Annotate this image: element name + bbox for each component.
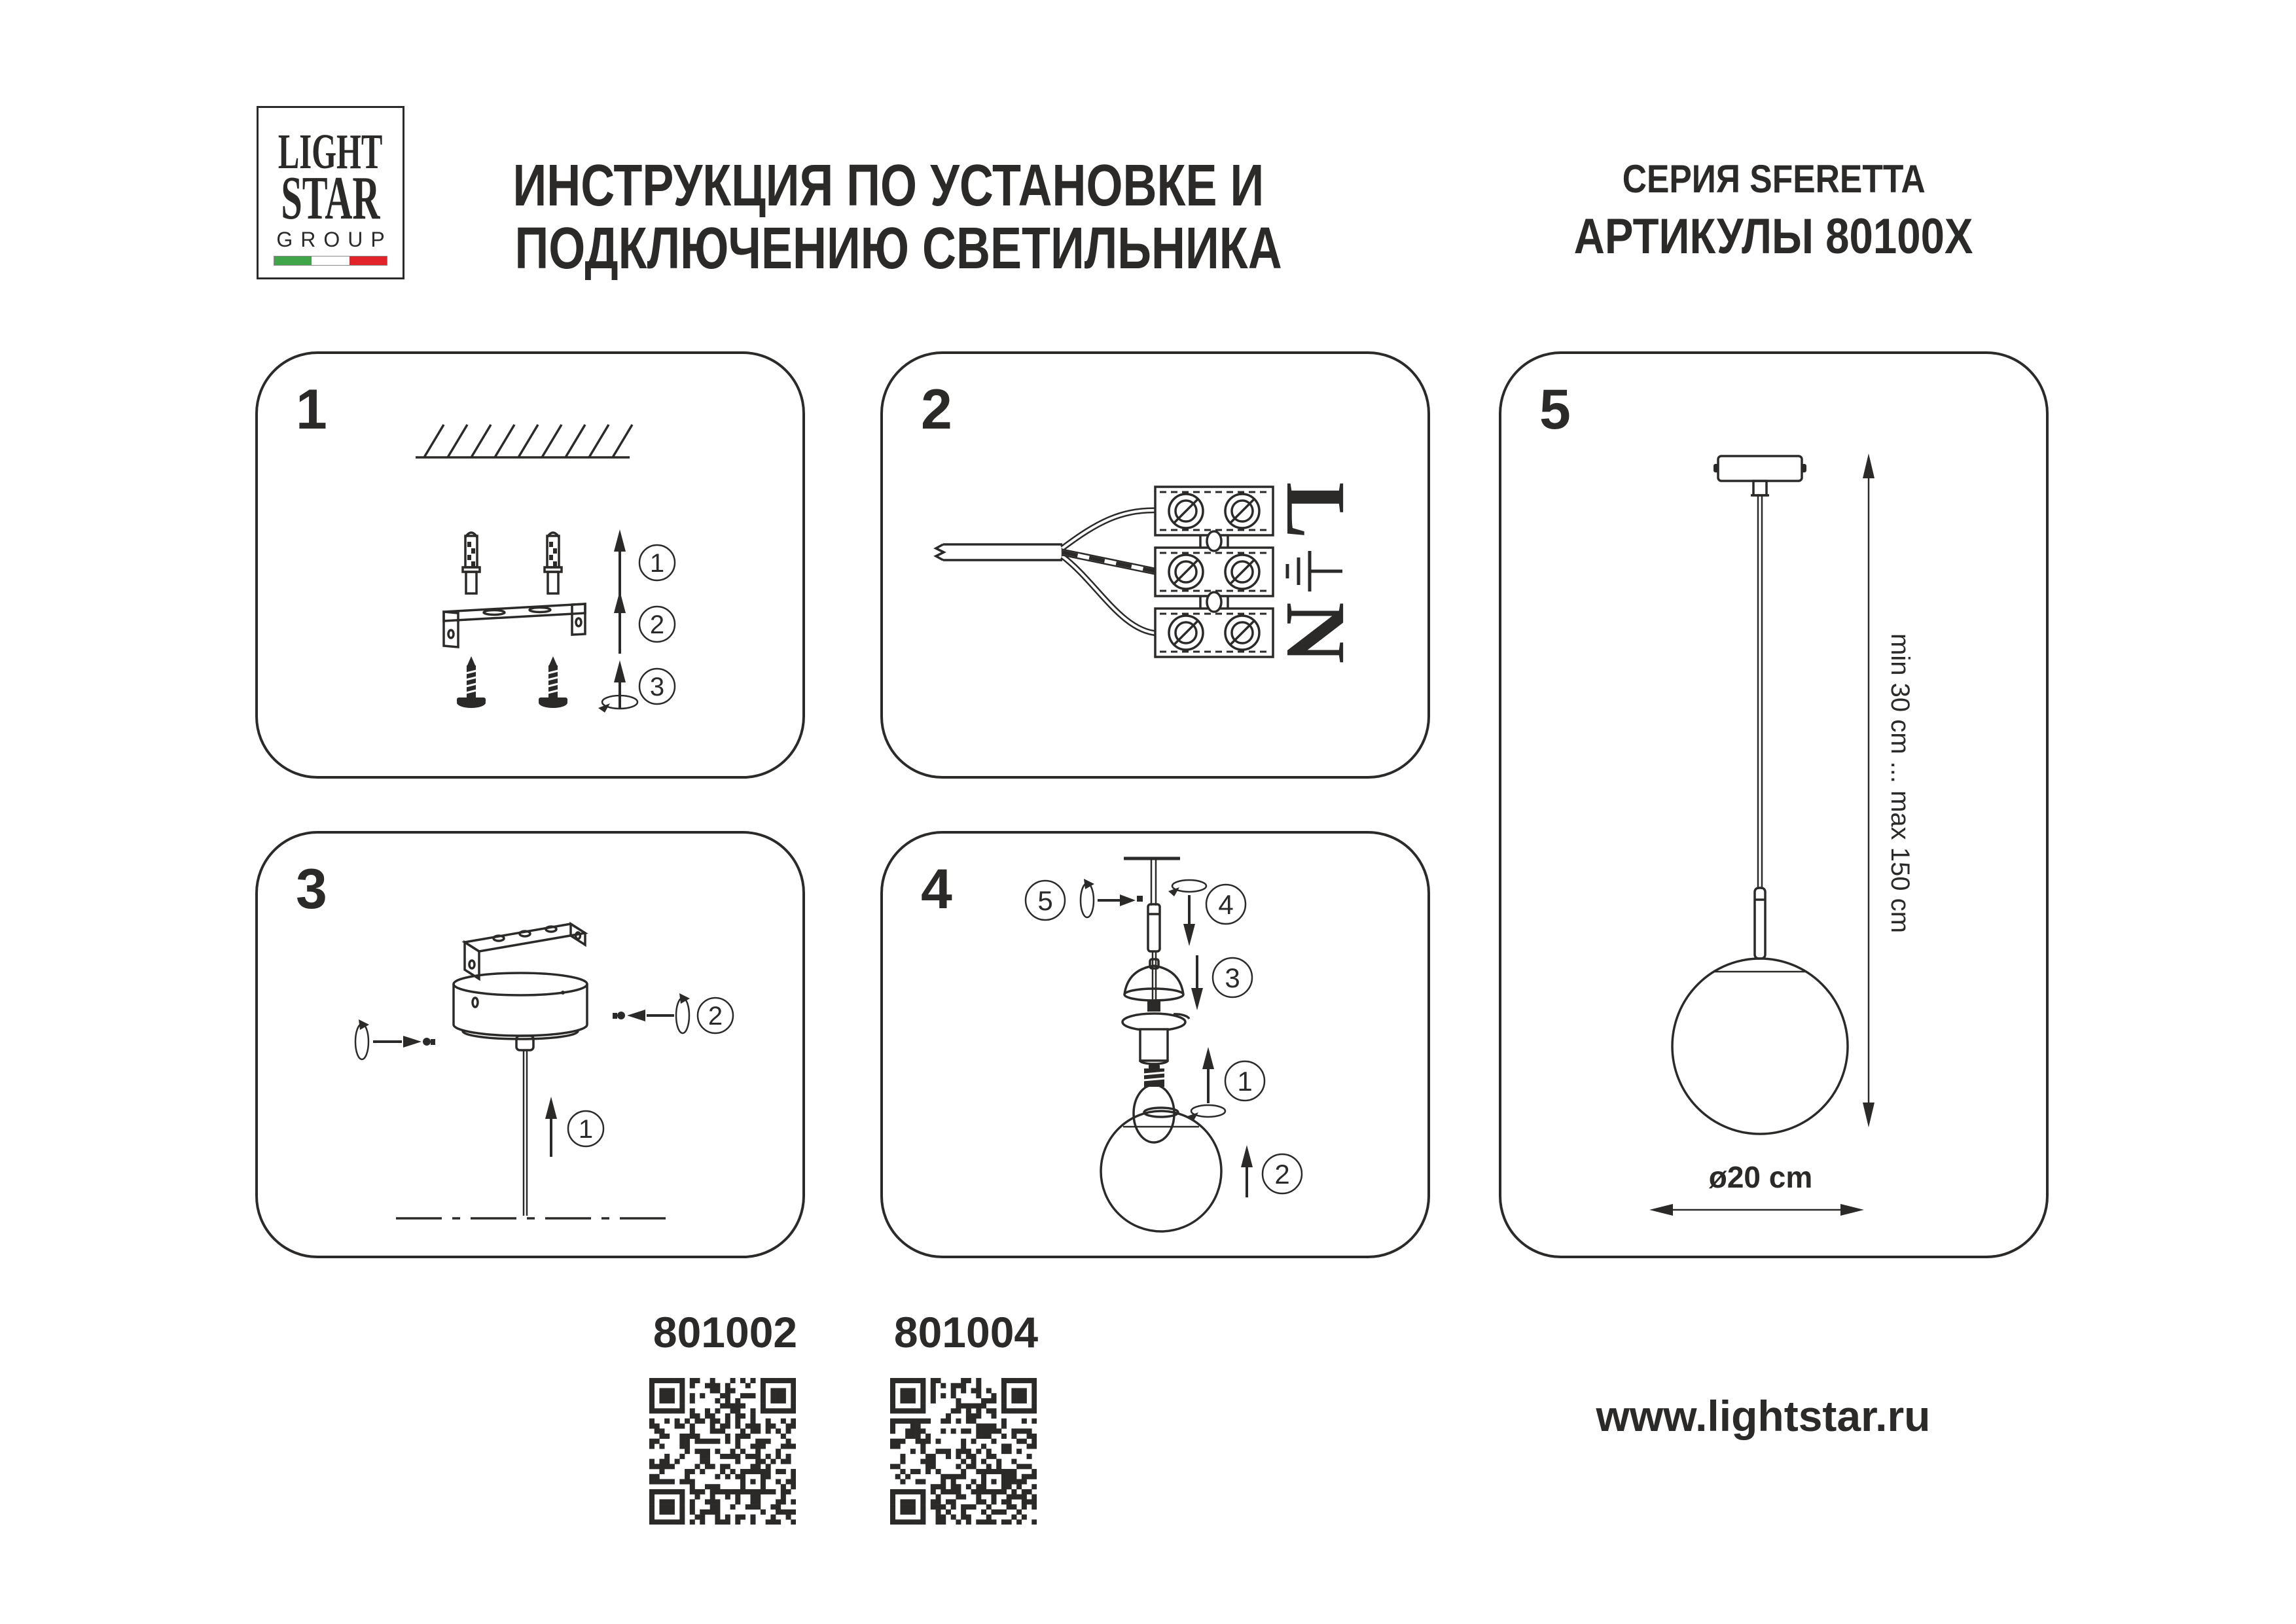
set-screw-icon <box>1137 896 1143 902</box>
svg-text:5: 5 <box>1037 885 1053 916</box>
rotate-arrow-icon <box>1081 879 1136 917</box>
wall-anchor-icon <box>545 533 562 593</box>
callout-4 <box>1206 885 1246 924</box>
step-panel-4 <box>880 831 1430 1258</box>
qr-code-801004 <box>890 1378 1037 1525</box>
qr-code-801002 <box>649 1378 796 1525</box>
svg-text:1: 1 <box>1237 1066 1253 1097</box>
screw-rotate-right-icon <box>613 993 690 1033</box>
wiring-diagram <box>880 351 1430 779</box>
svg-text:4: 4 <box>1218 889 1234 920</box>
svg-text:2: 2 <box>649 610 665 639</box>
svg-text:1: 1 <box>578 1115 594 1144</box>
lightstar-logo <box>257 106 404 279</box>
wire-line <box>1062 510 1158 548</box>
step-panel-5 <box>1499 351 2049 1258</box>
canopy-icon <box>454 973 587 1050</box>
arrow-up-icon <box>614 529 626 597</box>
suspension-cord <box>524 1050 527 1216</box>
bulb-icon <box>1134 1064 1174 1142</box>
logo-word-star: STAR <box>281 164 380 233</box>
rotate-arrow-icon <box>1187 1047 1225 1121</box>
flag-red <box>350 256 387 265</box>
wall-anchor-icon <box>463 533 480 593</box>
step-number-5: 5 <box>1539 378 1571 441</box>
svg-text:3: 3 <box>1225 962 1240 993</box>
step-number-2: 2 <box>921 378 952 441</box>
callout-2 <box>1263 1154 1302 1193</box>
mounting-bracket-icon <box>465 924 585 979</box>
diameter-label: ø20 cm <box>1708 1160 1813 1194</box>
callout-1 <box>568 1111 603 1146</box>
suspension-cord <box>1755 495 1765 959</box>
svg-text:2: 2 <box>1274 1159 1290 1190</box>
callout-3 <box>1213 958 1252 997</box>
canopy-mounting-diagram <box>255 831 805 1258</box>
callout-1 <box>639 545 675 580</box>
screw-icon <box>539 656 567 708</box>
arrow-up-icon <box>545 1097 557 1157</box>
title-line-1: ИНСТРУКЦИЯ ПО УСТАНОВКЕ И <box>512 153 1265 219</box>
flag-green <box>274 256 312 265</box>
callout-2 <box>698 998 733 1033</box>
screw-rotate-left-icon <box>355 1019 435 1059</box>
socket-assembly-icon <box>1122 1000 1189 1064</box>
ceiling-cap-icon <box>1124 959 1183 1000</box>
step-number-1: 1 <box>296 378 327 441</box>
logo-word-group: GROUP <box>276 228 393 252</box>
screw-icon <box>457 656 486 708</box>
callout-2 <box>639 607 675 642</box>
step-panel-1 <box>255 351 805 779</box>
terminal-block <box>1155 487 1273 657</box>
height-range-label: min 30 cm ... max 150 cm <box>1886 633 1914 933</box>
earth-symbol-icon <box>1287 551 1342 591</box>
glass-globe-icon <box>1101 1108 1221 1231</box>
power-cable <box>936 544 1062 560</box>
series-title: СЕРИЯ SFERETTA <box>1622 157 1926 201</box>
height-dimension-arrow <box>1863 453 1874 1127</box>
svg-text:2: 2 <box>708 1002 723 1031</box>
svg-text:3: 3 <box>649 673 665 701</box>
website-label: www.lightstar.ru <box>1596 1392 1931 1440</box>
svg-text:1: 1 <box>649 549 665 578</box>
ceiling-mount-icon <box>1713 456 1806 495</box>
callout-1 <box>1225 1061 1265 1101</box>
pendant-dimensions-diagram <box>1499 351 2049 1258</box>
callout-3 <box>639 669 675 704</box>
step-number-4: 4 <box>921 858 952 921</box>
rotate-arrow-icon <box>1168 880 1206 896</box>
step-panel-3 <box>255 831 805 1258</box>
ceiling-hatch <box>416 425 632 457</box>
mounting-bracket-icon <box>444 604 585 647</box>
article-code-left: 801002 <box>653 1308 798 1356</box>
article-code-right: 801004 <box>893 1308 1039 1356</box>
neutral-terminal-label: N <box>1268 602 1363 663</box>
title-line-2: ПОДКЛЮЧЕНИЮ СВЕТИЛЬНИКА <box>514 216 1282 282</box>
mounting-hardware-diagram <box>255 351 805 779</box>
arrow-down-icon <box>1183 895 1195 946</box>
callout-5 <box>1026 881 1065 920</box>
suspension-rod <box>1148 858 1160 1006</box>
glass-globe-icon <box>1672 959 1848 1134</box>
step-number-3: 3 <box>296 858 327 921</box>
arrow-up-icon <box>614 591 626 654</box>
step-panel-2 <box>880 351 1430 779</box>
line-terminal-label: L <box>1268 482 1363 539</box>
assembly-diagram <box>880 831 1430 1258</box>
logo-word-light: LIGHT <box>278 124 383 179</box>
flag-white <box>312 256 349 265</box>
articles-title: АРТИКУЛЫ 80100X <box>1574 209 1973 264</box>
screw-rotate-arrow-icon <box>598 660 637 713</box>
page-title <box>419 153 1282 282</box>
arrow-up-icon <box>1241 1145 1253 1197</box>
arrow-down-icon <box>1191 955 1203 1010</box>
italian-flag-icon <box>274 256 387 266</box>
diameter-dimension-arrow <box>1649 1204 1864 1216</box>
